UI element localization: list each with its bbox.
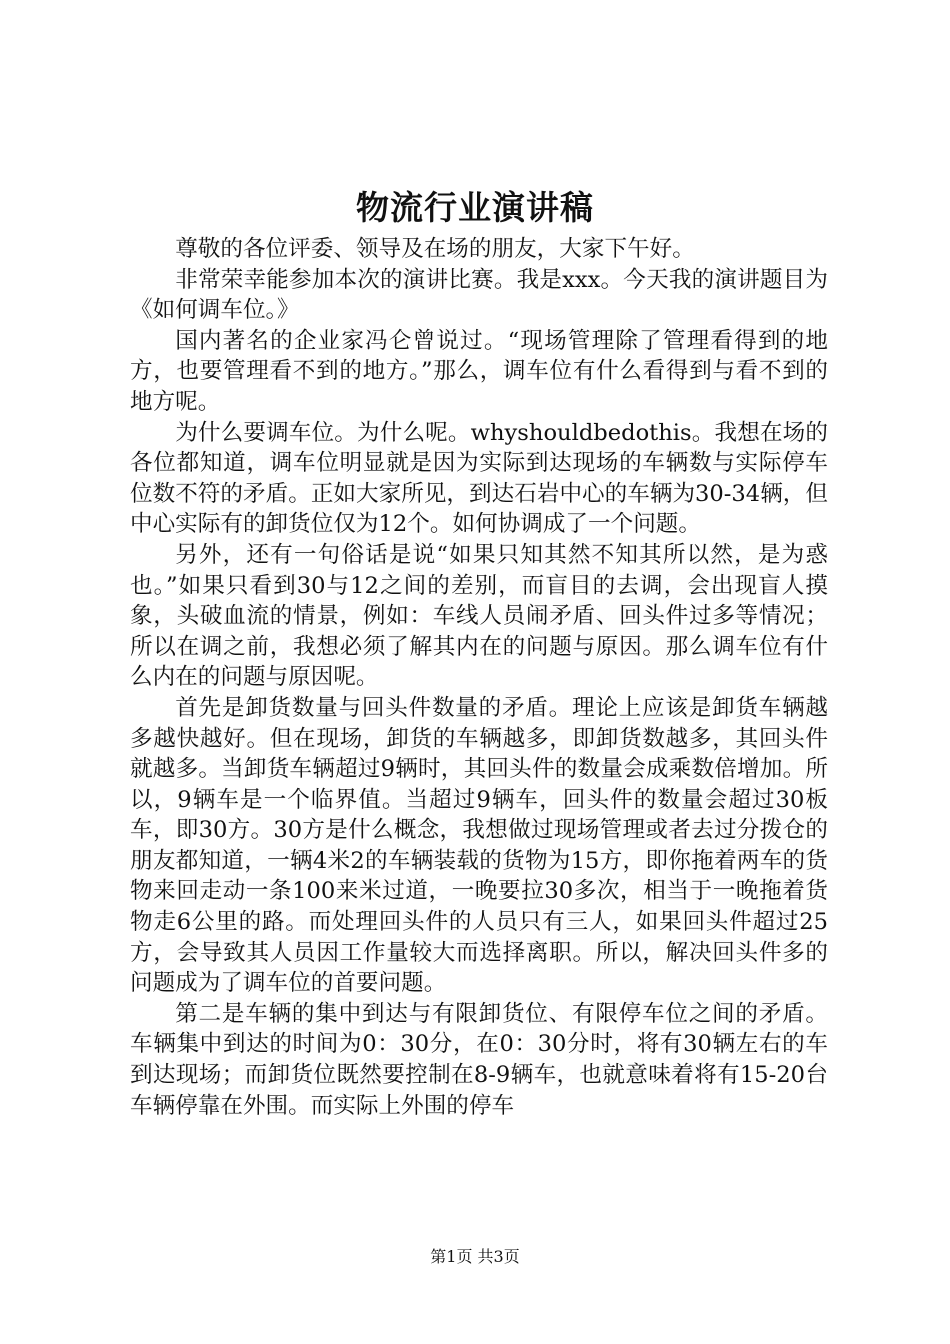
paragraph-quote: 国内著名的企业家冯仑曾说过。“现场管理除了管理看得到的地方，也要管理看不到的地方。”那么，调车位有什么看得到与看不到的地方呢。 xyxy=(130,327,828,415)
paragraph-proverb: 另外，还有一句俗话是说“如果只知其然不知其所以然，是为惑也。”如果只看到30与12之间的差别，而盲目的去调，会出现盲人摸象，头破血流的情景，例如：车线人员闹矛盾、回头件过多等情况；所以在调之前，我想必须了解其内在的问题与原因。那么调车位有什么内在的问题与原因呢。 xyxy=(130,541,828,691)
paragraph-introduction: 非常荣幸能参加本次的演讲比赛。我是xxx。今天我的演讲题目为《如何调车位。》 xyxy=(130,266,828,324)
document-body xyxy=(130,234,828,1121)
document-title: 物流行业演讲稿 xyxy=(356,188,594,227)
paragraph-greeting: 尊敬的各位评委、领导及在场的朋友，大家下午好。 xyxy=(175,236,695,262)
paragraph-first-issue: 首先是卸货数量与回头件数量的矛盾。理论上应该是卸货车辆越多越快越好。但在现场，卸货的车辆越多，即卸货数越多，其回头件就越多。当卸货车辆超过9辆时，其回头件的数量会成乘数倍增加。所以，9辆车是一个临界值。当超过9辆车，回头件的数量会超过30板车，即30方。30方是什么概念，我想做过现场管理或者去过分拨仓的朋友都知道，一辆4米2的车辆装载的货物为15方，即你拖着两车的货物来回走动一条100来米过道，一晚要拉30多次，相当于一晚拖着货物走6公里的路。而处理回头件的人员只有三人，如果回头件超过25方，会导致其人员因工作量较大而选择离职。所以，解决回头件多的问题成为了调车位的首要问题。 xyxy=(130,694,828,997)
page-number: 第1页 共3页 xyxy=(430,1247,520,1266)
paragraph-why: 为什么要调车位。为什么呢。whyshouldbedothis。我想在场的各位都知道，调车位明显就是因为实际到达现场的车辆数与实际停车位数不符的矛盾。正如大家所见，到达石岩中心的车辆为30-34辆，但中心实际有的卸货位仅为12个。如何协调成了一个问题。 xyxy=(130,419,828,538)
paragraph-second-issue: 第二是车辆的集中到达与有限卸货位、有限停车位之间的矛盾。车辆集中到达的时间为0：30分，在0：30分时，将有30辆左右的车到达现场；而卸货位既然要控制在8-9辆车，也就意味着将有15-20台车辆停靠在外围。而实际上外围的停车 xyxy=(130,1000,828,1119)
